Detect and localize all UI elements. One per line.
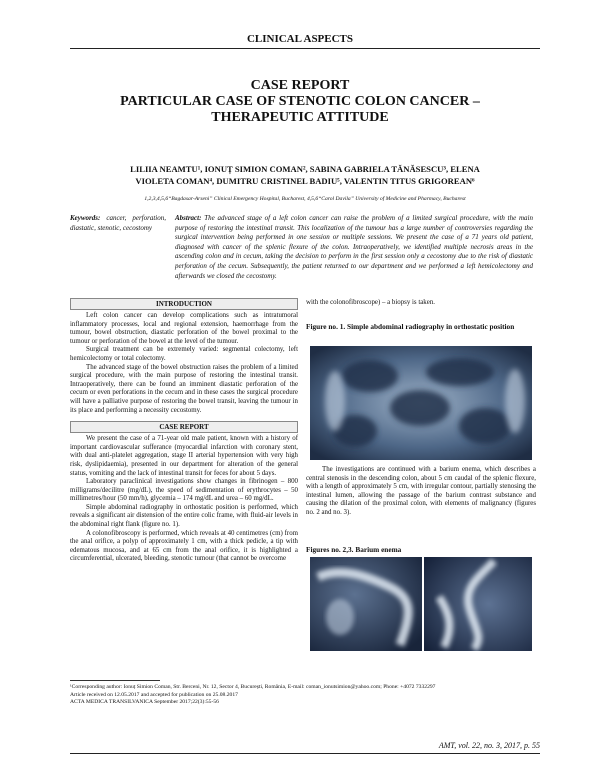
figure-1-caption: Figure no. 1. Simple abdominal radiography in orthostatic position: [306, 322, 515, 331]
footer-rule: [70, 753, 540, 754]
footnote: [70, 684, 540, 707]
figures-2-3-caption: Figures no. 2,3. Barium enema: [306, 545, 402, 554]
keywords-text: cancer, perforation, diastatic, stenotic, cecostomy: [70, 214, 166, 232]
paragraph: We present the case of a 71-year old male patient, known with a history of important cardiovascular sufferance (myocardial infarction with coronary stent, with dual anti-platelet aggregation, stage II arterial hypertension with very high risk, dyslipidaemia), presented in our department for alteration of the general status, vomiting and the lack of intestinal transit for feces for about 5 days.: [70, 435, 298, 477]
article-title-line2: THERAPEUTIC ATTITUDE: [211, 110, 389, 125]
paragraph: Surgical treatment can be extremely varied: segmental colectomy, left hemicolectomy or total colectomy.: [70, 346, 298, 362]
paragraph: Laboratory paraclinical investigations show changes in fibrinogen – 800 milligrams/decilitre (mg/dL), the speed of sedimentation of erythrocytes – 50 millimetres/hour (50 mm/h), glycemia – 174 mg/dL and urea – 60 mg/dL.: [70, 478, 298, 503]
page-info: AMT, vol. 22, no. 3, 2017, p. 55: [438, 741, 540, 750]
left-column: [70, 298, 298, 564]
author-line: VIOLETA COMAN⁴, DUMITRU CRISTINEL BADIU⁵, VALENTIN TITUS GRIGOREAN⁶: [135, 176, 475, 186]
abstract-block: [175, 214, 533, 281]
received-date: Article received on 12.05.2017 and accepted for publication on 25.08.2017: [70, 691, 238, 698]
author-line: LILIIA NEAMTU¹, IONUȚ SIMION COMAN², SABINA GABRIELA TĂNĂSESCU³, ELENA: [130, 164, 480, 174]
abstract-label: Abstract:: [175, 214, 202, 222]
article-type: CASE REPORT: [250, 78, 350, 93]
paragraph: Simple abdominal radiography in orthostatic position is performed, which reveals a significant air distension of the entire colic frame, with fluid-air levels in the abdominal right flank (figure no. 1).: [70, 503, 298, 529]
corresponding-author: ¹Corresponding author: Ionuț Simion Coman, Str. Berceni, Nr. 12, Sector 4, București, România, E-mail: coman_ionutsimion@yahoo.com; Phone: +4072 7332297: [70, 684, 436, 690]
figure-2-barium-enema: [310, 557, 422, 651]
paragraph: A colonofibroscopy is performed, which reveals at 40 centimetres (cm) from the anal orifice, a polyp of approximately 1 cm, with a thick pedicle, a tip with edematous mucosa, and at 65 cm from the anal orifice, it is highlighted a circumferential, ulcerated, bleeding, stenotic tumour (that cannot be overcome: [70, 529, 298, 563]
right-paragraph: [306, 466, 536, 518]
affiliation: 1,2,3,4,5,6“Bagdasar-Arseni” Clinical Emergency Hospital, Bucharest, 4,5,6“Carol Davila” University of Medicine and Pharmacy, Bucharest: [144, 196, 466, 202]
keywords-label: Keywords:: [70, 214, 101, 222]
keywords-block: [70, 214, 166, 233]
section-label: CLINICAL ASPECTS: [246, 33, 354, 45]
paragraph: The investigations are continued with a barium enema, which describes a central stenosis in the descending colon, about 5 cm caudal of the splenic flexure, with a length of approximately 5 cm, with irregular contour, partially stenosing the intestinal lumen, allowing the passage of the barium contrast substance and causing the dilation of the proximal colon, with elements of malignancy (figures no. 2 and no. 3).: [306, 466, 536, 516]
header-rule: [70, 48, 540, 49]
introduction-heading: INTRODUCTION: [70, 298, 298, 310]
case-report-heading: CASE REPORT: [70, 421, 298, 433]
continuation-text: with the colonofibroscope) – a biopsy is taken.: [306, 299, 435, 306]
footnote-rule: [70, 680, 160, 681]
figure-1-radiograph: [310, 346, 532, 460]
paragraph: The advanced stage of the bowel obstruction raises the problem of a limited surgical procedure, with the main purpose of restoring the intestinal transit. Intraoperatively, there can be found an imminent diastatic perforation of the cecum or even perforations in the cecum and in these cases the surgical procedure will have a palliative purpose of restoring the bowel transit, leaving the tumour in its place and performing a necessity cecostomy.: [70, 363, 298, 414]
abstract-text: The advanced stage of a left colon cancer can raise the problem of a limited surgical procedure, with the main purpose of restoring the intestinal transit. This localization of the tumour has a large number of controversies regarding the surgical intervention being performed in one session or multiple sessions. We present the case of a 71 years old patient, diagnosed with cancer of the splenic flexure of the colon. Intraoperatively, we identified multiple necrosis areas in the ascending colon and in cecum, taking the decision to perform in the first session only a cecostomy due to the risk of diastatic perforation of the cecum. Subsequently, the patient returned to our department and we performed a left hemicolectomy and afterwards we closed the cecostomy.: [175, 214, 533, 280]
figure-3-barium-enema: [424, 557, 532, 651]
article-title-line1: PARTICULAR CASE OF STENOTIC COLON CANCER –: [120, 94, 480, 109]
author-list: [70, 163, 540, 187]
journal-citation: ACTA MEDICA TRANSILVANICA September 2017;22(3):55-56: [70, 699, 219, 706]
paragraph: Left colon cancer can develop complications such as intratumoral inflammatory processes, local and regional extension, haemorrhage from the tumour, bowel obstruction, diastatic perforation of the bowel proximal to the tumour or perforation of the bowel at the level of the tumour.: [70, 312, 298, 345]
